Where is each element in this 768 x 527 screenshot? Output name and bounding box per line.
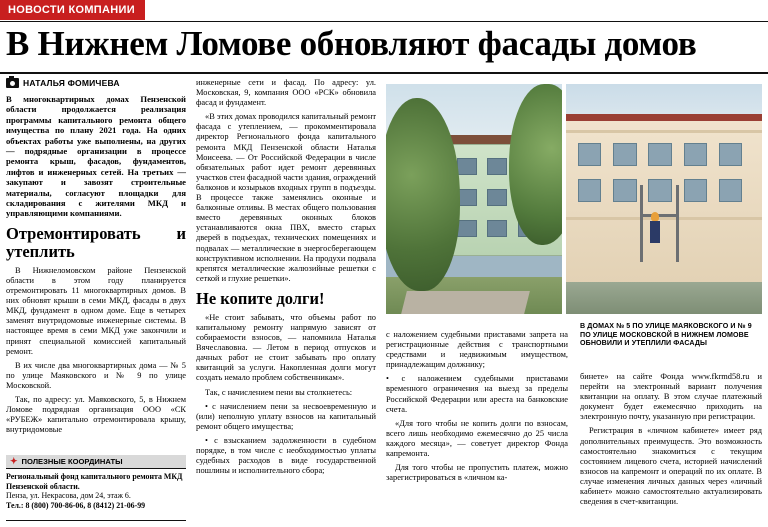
scaffold-post xyxy=(640,185,643,262)
facade-band xyxy=(566,130,762,132)
column-one xyxy=(6,94,186,439)
contacts-header-label: ПОЛЕЗНЫЕ КООРДИНАТЫ xyxy=(21,457,123,466)
photo-beige-building xyxy=(566,84,762,314)
col1-p2: В их числе два многоквартирных дома — № 5 по улице Маяковского и № 9 по улице Московской. xyxy=(6,360,186,390)
window xyxy=(648,179,672,202)
col3-p3: «Для того чтобы не копить долги по взносам, всего лишь необходимо ежемесячно до 25 числа каждого месяца», — советует директор Фонда капремонта. xyxy=(386,418,568,459)
window xyxy=(719,179,743,202)
column-four xyxy=(580,372,762,511)
subhead-remont: Отремонтировать и утеплить xyxy=(6,223,186,261)
building-facade xyxy=(566,121,762,282)
star-icon: ✦ xyxy=(10,456,18,466)
col3-p1: с наложением судебными приставами запрета на регистрационные действия с транспортными средствами и недвижимым имуществом, принадлежащим должнику; xyxy=(386,330,568,370)
ground xyxy=(566,282,762,314)
scaffold-post xyxy=(676,185,679,262)
lead-paragraph xyxy=(6,94,186,219)
path xyxy=(401,291,530,314)
camera-icon xyxy=(6,78,19,88)
col1-p1: В Нижнеломовском районе Пензенской области в этом году планируется отремонтировать 11 многоквартирных домов. В них обновят крыши в семи МКД, фасады в двух МКД, фундамент в одном доме. Еще в четырех заменят внутридомовые инженерные системы. В настоящее время в семи МКД уже закончили и принят специальной комиссией капитальный ремонт. xyxy=(6,265,186,356)
photo-green-building xyxy=(386,84,562,314)
worker-figure xyxy=(650,221,660,244)
contacts-body xyxy=(6,469,186,510)
window xyxy=(578,143,602,166)
useful-contacts-box xyxy=(6,455,186,510)
window xyxy=(613,179,637,202)
contacts-bottom-rule xyxy=(6,520,186,521)
window xyxy=(648,143,672,166)
window xyxy=(578,179,602,202)
col3-p2: • с наложением судебными приставами временного ограничения на выезд за пределы Российской Федерации или ареста на банковские счета. xyxy=(386,374,568,414)
window xyxy=(487,189,507,206)
col2-p6: • с взысканием задолженности в судебном порядке, в том числе с необходимостью уплаты судебных расходов в виде государственной пошлины и исполнительного сбора; xyxy=(196,435,376,476)
photo-caption: В ДОМАХ № 5 ПО УЛИЦЕ МАЯКОВСКОГО И № 9 ПО УЛИЦЕ МОСКОВСКОЙ В НИЖНЕМ ЛОМОВЕ ОБНОВИЛИ И УТЕПЛИЛИ ФАСАДЫ xyxy=(580,322,752,348)
facade-band xyxy=(566,217,762,219)
byline-author: НАТАЛЬЯ ФОМИЧЕВА xyxy=(23,78,120,88)
window xyxy=(457,220,477,237)
page-title: В Нижнем Ломове обновляют фасады домов xyxy=(6,24,697,63)
col2-p2: «В этих домах проводился капитальный ремонт фасада с утеплением, — прокомментировала директор Регионального фонда капитального ремонта МКД Пензенской области Наталья Моисеева. — От Российской Федерации в числе обязательных работ идет ремонт деревянных участков стен фасадной части здания, ограждений балконов и козырьков входных групп в подъезды. В процессе также заменялись оконные и балконные отливы. В местах общего пользования вместо деревянных оконных блоков устанавливаются окна ПВХ, вместо старых дверей в подъездах, технических помещениях и подвалах — металлические в энергосберегающем конструктивном исполнении. На продухи подвала крепятся металлические жалюзийные решетки с сеткой и глухие решетки». xyxy=(196,112,376,283)
kicker-divider xyxy=(0,21,768,22)
window xyxy=(613,143,637,166)
col4-p1: бинете» на сайте Фонда www.fkrmd58.ru и перейти на электронный вариант получения квитанции на оплату. В этом случае платежный документ будет ежемесячно приходить на электронную почту, указанную при регистрации. xyxy=(580,372,762,422)
window xyxy=(487,158,507,175)
lead-text: В многоквартирных домах Пензенской области продолжается реализация программы капитального ремонта общего имущества по плану 2021 года. На одних объектах работы уже выполнены, на других — подрядные организации в процессе ремонта крыш, фасадов, фундаментов, лифтов и инженерных сетей. На третьих — закупают и завозят строительные материалы, согласуют площадки для складирования с жителями МКД и управляющими компаниями. xyxy=(6,94,186,219)
col2-p3: «Не стоит забывать, что объемы работ по капитальному ремонту напрямую зависят от собираемости взносов, — напомнила Наталья Вячеславовна. — Летом в период отпусков и дачных работ не стоит забывать про оплату квитанций за услуги. Накопленная долги могут создать немало проблем собственникам». xyxy=(196,312,376,383)
window xyxy=(719,143,743,166)
window xyxy=(457,158,477,175)
contacts-phones: Тел.: 8 (800) 700-86-06, 8 (8412) 21-06-99 xyxy=(6,500,146,510)
col4-p2: Регистрация в «личном кабинете» имеет ряд дополнительных преимуществ. Это возможность самостоятельно знакомиться с текущим состоянием лицевого счета, историей начислений взносов на капремонт и операций по их оплате. В случае изменения личных данных через «личный кабинет» можно самостоятельно актуализировать сведения в счет-квитанции. xyxy=(580,426,762,507)
col2-p4: Так, с начислением пени вы столкнетесь: xyxy=(205,387,353,397)
window xyxy=(457,189,477,206)
window xyxy=(684,143,708,166)
column-two xyxy=(196,78,376,480)
headline-divider xyxy=(0,72,768,74)
window xyxy=(487,220,507,237)
contacts-header xyxy=(6,455,186,469)
col1-p3: Так, по адресу: ул. Маяковского, 5, в Нижнем Ломове подрядная организация ООО «СК «РУБЕЖ» капитально отремонтировала крышу, внутридомовые xyxy=(6,395,186,435)
column-three xyxy=(386,330,568,487)
window xyxy=(684,179,708,202)
scaffold-beam xyxy=(640,214,677,216)
byline xyxy=(6,78,120,88)
section-kicker: НОВОСТИ КОМПАНИИ xyxy=(0,0,145,20)
contacts-address: Пенза, ул. Некрасова, дом 24, этаж 6. xyxy=(6,491,131,501)
col2-p1: инженерные сети и фасад. По адресу: ул. Московская, 9, компания ООО «РСК» обновила фасад и фундамент. xyxy=(196,78,376,108)
contacts-org: Региональный фонд капитального ремонта МКД Пензенской области. xyxy=(6,472,183,491)
col2-p5: • с начислением пени за несвоевременную и (или) неполную уплату взносов на капитальный ремонт общего имущества; xyxy=(196,401,376,431)
subhead-dolgi: Не копите долги! xyxy=(196,288,325,308)
col3-p4: Для того чтобы не пропустить платеж, можно зарегистрироваться в «личном ка- xyxy=(386,463,568,483)
